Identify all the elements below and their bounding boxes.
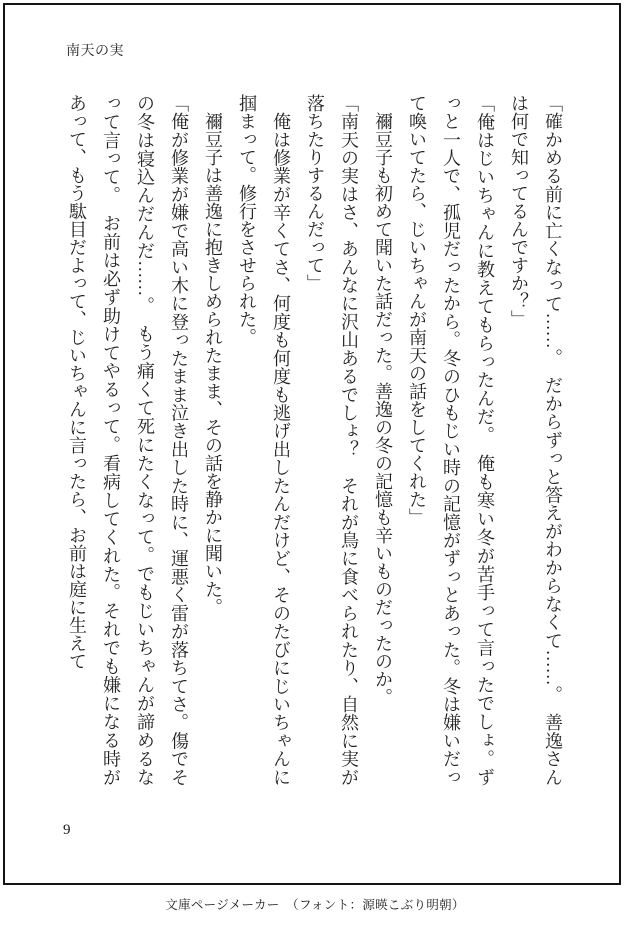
body-paragraph: 俺は修業が辛くてさ、何度も何度も逃げ出したんだけど、そのたびにじいちゃんに掴まって。修行をさせられた。	[237, 94, 291, 786]
footer-credit: 文庫ページメーカー （フォント：源暎こぶり明朝）	[165, 898, 465, 912]
body-paragraph: 「俺はじいちゃんに教えてもらったんだ。 俺も寒い冬が苦手って言ったでしょ。ずっと一人で、孤児だったから。冬のひもじい時の記憶がずっとあった。冬は嫌いだって喚いてたら、じいちゃんが南天の話をしてくれた」	[407, 94, 495, 787]
body-paragraph: 「確かめる前に亡くなって……。 だからずっと答えがわからなくて……。 善逸さんは何で知ってるんですか？」	[509, 94, 563, 786]
body-paragraph: 禰豆子も初めて聞いた話だった。善逸の冬の記憶も辛いものだったのか。	[373, 94, 393, 706]
body-text	[56, 94, 570, 786]
running-head-title: 南天の実	[66, 44, 124, 59]
body-paragraph: 禰豆子は善逸に抱きしめられたまま、その話を静かに聞いた。	[203, 94, 223, 616]
page-number: 9	[63, 822, 71, 838]
body-paragraph: 「南天の実はさ、あんなに沢山あるでしょ？ それが鳥に食べられたり、自然に実が落ちたりするんだって」	[305, 94, 359, 786]
body-paragraph: 「俺が修業が嫌で高い木に登ったまま泣き出した時に、運悪く雷が落ちてさ。傷でその冬は寝込んだんだ……。 もう痛くて死にたくなって。でもじいちゃんが諦めるなって言って。 お前は必ず助けてやるって。看病してくれた。それでも嫌になる時があって、もう駄目だよって、じいちゃんに言ったら、お前は庭に生えて	[67, 94, 189, 786]
